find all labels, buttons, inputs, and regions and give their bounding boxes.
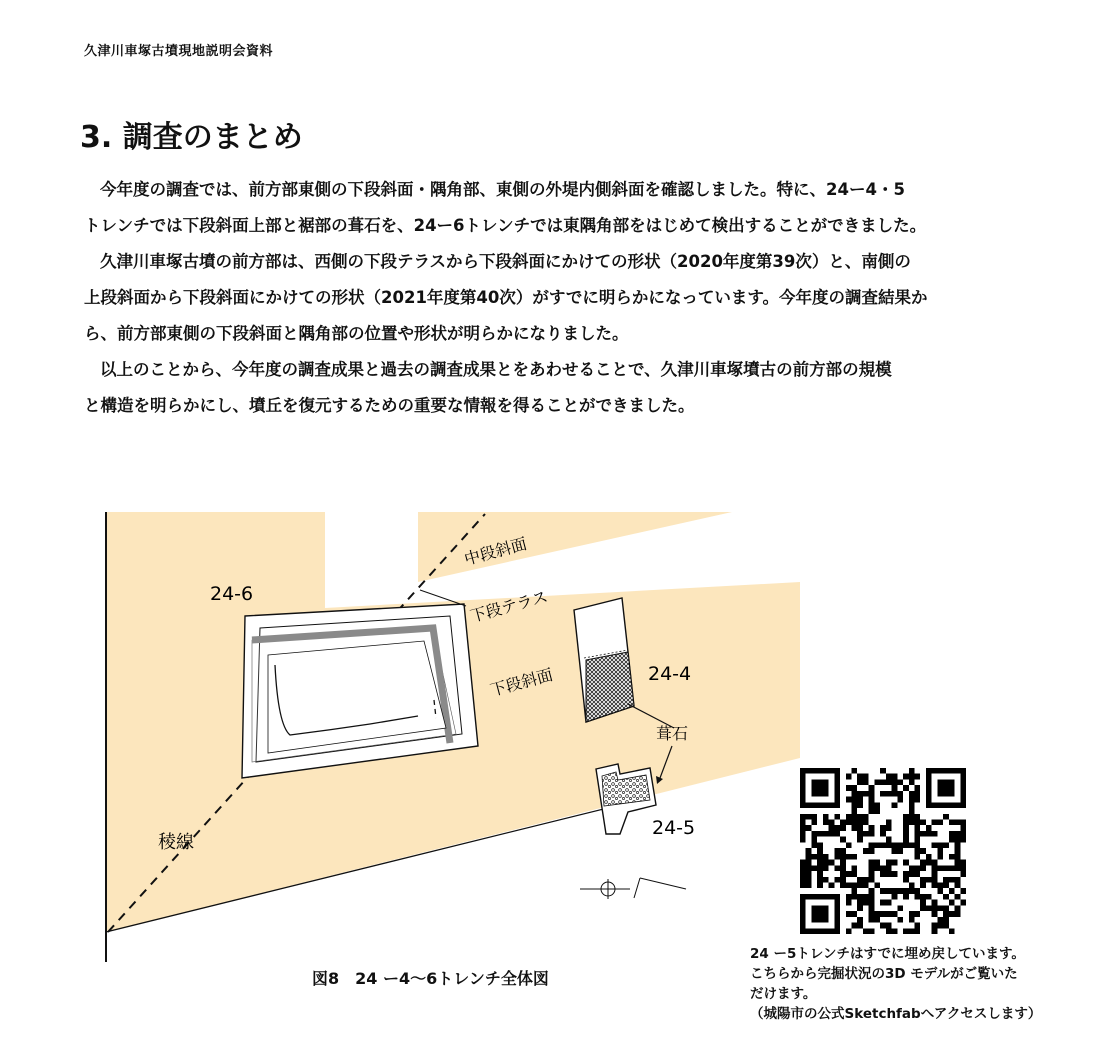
- paragraph-line: トレンチでは下段斜面上部と裾部の葺石を、24ー6トレンチでは東隅角部をはじめて検出することができました。: [84, 216, 927, 235]
- north-arrow-icon: [580, 878, 686, 899]
- paragraph-3: [84, 352, 1054, 424]
- lower-slope-label: 下段斜面: [488, 664, 555, 700]
- qr-code[interactable]: [800, 768, 966, 934]
- ridge-line-label: 稜線: [158, 832, 194, 853]
- paragraph-line: 以上のことから、今年度の調査成果と過去の調査成果とをあわせることで、久津川車塚墳古の前方部の規模: [100, 360, 892, 379]
- section-title: 3. 調査のまとめ: [80, 120, 303, 155]
- paragraph-line: 久津川車塚古墳の前方部は、西側の下段テラスから下段斜面にかけての形状（2020年度第39次）と、南側の: [100, 252, 911, 271]
- trench-24-5: [596, 764, 656, 834]
- paragraph-2: [84, 244, 1054, 352]
- qr-note-line: 24 ー5トレンチはすでに埋め戻しています。: [750, 946, 1025, 962]
- qr-note-line: こちらから完掘状況の3D モデルがご覧いた: [750, 966, 1018, 982]
- document-header: 久津川車塚古墳現地説明会資料: [84, 44, 274, 59]
- qr-note: [750, 944, 1041, 1024]
- middle-slope-label: 中段斜面: [462, 533, 529, 569]
- trench-plan-figure: [100, 500, 810, 970]
- qr-note-line: （城陽市の公式Sketchfabへアクセスします）: [750, 1006, 1042, 1022]
- paragraph-line: 上段斜面から下段斜面にかけての形状（2021年度第40次）がすでに明らかになっています。今年度の調査結果か: [84, 288, 928, 307]
- paragraph-1: [84, 172, 1054, 244]
- paragraph-line: ら、前方部東側の下段斜面と隅角部の位置や形状が明らかになりました。: [84, 324, 629, 343]
- qr-note-line: だけます。: [750, 986, 817, 1002]
- fukiishi-label: 葺石: [656, 724, 689, 743]
- qr-code-icon: [800, 768, 966, 934]
- paragraph-line: と構造を明らかにし、墳丘を復元するための重要な情報を得ることができました。: [84, 396, 695, 415]
- trench-24-4-label: 24-4: [648, 663, 692, 685]
- lower-terrace-label: 下段テラス: [468, 586, 550, 626]
- figure-caption: 図8 24 ー4～6トレンチ全体図: [312, 969, 549, 988]
- trench-24-6-label: 24-6: [210, 583, 254, 605]
- trench-24-5-label: 24-5: [652, 817, 696, 839]
- paragraph-line: 今年度の調査では、前方部東側の下段斜面・隅角部、東側の外堤内側斜面を確認しました。特に、24ー4・5: [100, 180, 905, 199]
- middle-slope-area: [418, 512, 732, 582]
